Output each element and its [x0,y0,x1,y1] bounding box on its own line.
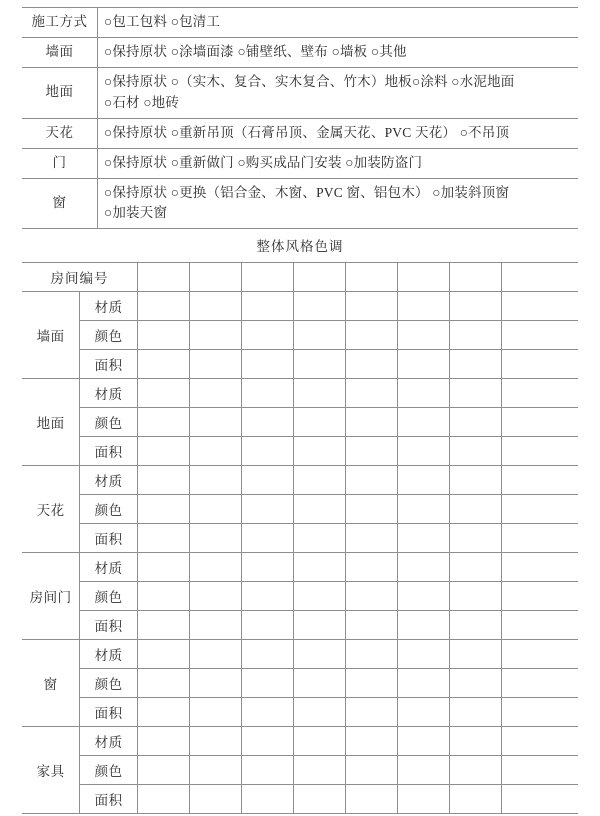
matrix-attribute-label: 材质 [80,640,138,669]
matrix-value-cell[interactable] [294,292,346,321]
matrix-value-cell[interactable] [346,669,398,698]
matrix-value-cell[interactable] [242,321,294,350]
room-number-input-cell[interactable] [398,263,450,292]
matrix-value-cell[interactable] [294,727,346,756]
matrix-attribute-label: 面积 [80,698,138,727]
matrix-value-cell[interactable] [346,321,398,350]
matrix-value-cell[interactable] [398,292,450,321]
matrix-value-cell[interactable] [450,524,502,553]
matrix-value-cell[interactable] [294,524,346,553]
matrix-value-cell[interactable] [346,582,398,611]
matrix-value-cell[interactable] [242,785,294,814]
matrix-row [22,408,578,437]
matrix-value-cell[interactable] [398,727,450,756]
option-choice-line[interactable]: ○保持原状 ○（实木、复合、实木复合、竹木）地板○涂料 ○水泥地面 [104,73,515,89]
matrix-value-cell[interactable] [502,437,579,466]
matrix-value-cell[interactable] [294,350,346,379]
matrix-value-cell[interactable] [294,437,346,466]
matrix-value-cell[interactable] [346,379,398,408]
matrix-value-cell[interactable] [346,785,398,814]
matrix-attribute-label: 颜色 [80,756,138,785]
matrix-value-cell[interactable] [138,698,190,727]
matrix-value-cell[interactable] [138,640,190,669]
matrix-row [22,727,578,756]
room-number-input-cell[interactable] [294,263,346,292]
matrix-value-cell[interactable] [398,495,450,524]
matrix-value-cell[interactable] [138,553,190,582]
matrix-value-cell[interactable] [294,698,346,727]
option-choices-cell[interactable] [98,37,579,67]
matrix-value-cell[interactable] [450,582,502,611]
matrix-value-cell[interactable] [138,292,190,321]
matrix-value-cell[interactable] [294,669,346,698]
matrix-attribute-label: 面积 [80,350,138,379]
matrix-value-cell[interactable] [346,611,398,640]
matrix-value-cell[interactable] [346,640,398,669]
matrix-value-cell[interactable] [450,292,502,321]
option-category-label: 施工方式 [22,8,98,38]
matrix-value-cell[interactable] [190,495,242,524]
matrix-value-cell[interactable] [138,785,190,814]
matrix-value-cell[interactable] [398,408,450,437]
matrix-value-cell[interactable] [138,727,190,756]
option-choices-cell[interactable] [98,67,579,118]
matrix-row [22,582,578,611]
option-category-label: 窗 [22,178,98,229]
matrix-value-cell[interactable] [138,321,190,350]
matrix-value-cell[interactable] [294,582,346,611]
matrix-header-row [22,263,578,292]
matrix-value-cell[interactable] [398,437,450,466]
matrix-value-cell[interactable] [190,553,242,582]
room-number-input-cell[interactable] [502,263,579,292]
matrix-value-cell[interactable] [398,785,450,814]
options-table-body [22,8,578,229]
matrix-value-cell[interactable] [138,379,190,408]
matrix-value-cell[interactable] [242,292,294,321]
matrix-row [22,524,578,553]
option-choice-line[interactable]: ○保持原状 ○重新吊顶（石膏吊顶、金属天花、PVC 天花） ○不吊顶 [104,124,510,140]
matrix-value-cell[interactable] [346,292,398,321]
matrix-value-cell[interactable] [294,408,346,437]
matrix-value-cell[interactable] [346,524,398,553]
matrix-value-cell[interactable] [190,466,242,495]
matrix-attribute-label: 颜色 [80,321,138,350]
matrix-value-cell[interactable] [450,640,502,669]
matrix-row [22,785,578,814]
matrix-value-cell[interactable] [450,379,502,408]
matrix-value-cell[interactable] [190,379,242,408]
matrix-table-body [22,263,578,814]
room-number-input-cell[interactable] [242,263,294,292]
matrix-row [22,321,578,350]
matrix-value-cell[interactable] [450,553,502,582]
matrix-row [22,640,578,669]
matrix-value-cell[interactable] [450,321,502,350]
matrix-value-cell[interactable] [502,756,579,785]
matrix-value-cell[interactable] [398,611,450,640]
matrix-value-cell[interactable] [398,350,450,379]
room-number-header: 房间编号 [22,263,138,292]
matrix-value-cell[interactable] [398,321,450,350]
option-choice-line[interactable]: ○保持原状 ○更换（铝合金、木窗、PVC 窗、铝包木） ○加装斜顶窗 [104,184,510,200]
matrix-value-cell[interactable] [450,350,502,379]
matrix-attribute-label: 面积 [80,524,138,553]
matrix-value-cell[interactable] [242,698,294,727]
matrix-value-cell[interactable] [346,727,398,756]
matrix-row [22,379,578,408]
matrix-group-label: 房间门 [22,553,80,640]
matrix-value-cell[interactable] [190,785,242,814]
matrix-value-cell[interactable] [138,350,190,379]
matrix-value-cell[interactable] [450,756,502,785]
matrix-value-cell[interactable] [502,350,579,379]
matrix-value-cell[interactable] [450,408,502,437]
matrix-value-cell[interactable] [190,640,242,669]
option-choices-cell[interactable] [98,148,579,178]
matrix-value-cell[interactable] [398,466,450,495]
matrix-value-cell[interactable] [242,495,294,524]
matrix-attribute-label: 面积 [80,437,138,466]
options-row [22,37,578,67]
matrix-value-cell[interactable] [398,582,450,611]
matrix-group-label: 天花 [22,466,80,553]
matrix-value-cell[interactable] [450,698,502,727]
matrix-value-cell[interactable] [398,756,450,785]
matrix-value-cell[interactable] [138,437,190,466]
matrix-value-cell[interactable] [138,408,190,437]
matrix-value-cell[interactable] [294,756,346,785]
matrix-value-cell[interactable] [190,408,242,437]
construction-options-table [22,7,578,229]
option-choice-line[interactable]: ○石材 ○地砖 [104,94,180,110]
matrix-value-cell[interactable] [242,408,294,437]
matrix-value-cell[interactable] [190,582,242,611]
matrix-value-cell[interactable] [138,495,190,524]
matrix-value-cell[interactable] [138,524,190,553]
matrix-value-cell[interactable] [502,611,579,640]
matrix-value-cell[interactable] [294,785,346,814]
matrix-value-cell[interactable] [242,379,294,408]
matrix-value-cell[interactable] [294,640,346,669]
option-choice-line[interactable]: ○包工包料 ○包清工 [104,14,221,29]
option-choices-cell[interactable] [98,118,579,148]
matrix-value-cell[interactable] [242,640,294,669]
matrix-value-cell[interactable] [346,350,398,379]
matrix-value-cell[interactable] [502,698,579,727]
matrix-value-cell[interactable] [450,611,502,640]
options-row [22,148,578,178]
matrix-value-cell[interactable] [502,524,579,553]
matrix-value-cell[interactable] [398,553,450,582]
matrix-value-cell[interactable] [138,611,190,640]
matrix-value-cell[interactable] [190,292,242,321]
matrix-value-cell[interactable] [138,582,190,611]
matrix-row [22,495,578,524]
matrix-value-cell[interactable] [190,350,242,379]
matrix-value-cell[interactable] [346,698,398,727]
matrix-attribute-label: 材质 [80,466,138,495]
option-category-label: 天花 [22,118,98,148]
matrix-row [22,553,578,582]
matrix-value-cell[interactable] [398,524,450,553]
matrix-value-cell[interactable] [190,669,242,698]
matrix-value-cell[interactable] [346,756,398,785]
matrix-value-cell[interactable] [242,350,294,379]
matrix-attribute-label: 材质 [80,292,138,321]
matrix-value-cell[interactable] [294,379,346,408]
option-choice-line[interactable]: ○保持原状 ○重新做门 ○购买成品门安装 ○加装防盗门 [104,154,423,170]
matrix-value-cell[interactable] [346,466,398,495]
matrix-value-cell[interactable] [502,640,579,669]
option-choice-line[interactable]: ○加装天窗 [104,205,168,221]
matrix-value-cell[interactable] [242,524,294,553]
matrix-value-cell[interactable] [242,669,294,698]
matrix-group-label: 墙面 [22,292,80,379]
matrix-value-cell[interactable] [138,669,190,698]
matrix-row [22,292,578,321]
matrix-attribute-label: 材质 [80,553,138,582]
matrix-value-cell[interactable] [242,611,294,640]
matrix-value-cell[interactable] [294,466,346,495]
matrix-value-cell[interactable] [242,727,294,756]
matrix-value-cell[interactable] [450,466,502,495]
matrix-value-cell[interactable] [190,698,242,727]
matrix-value-cell[interactable] [450,669,502,698]
matrix-value-cell[interactable] [502,553,579,582]
matrix-value-cell[interactable] [190,727,242,756]
option-choices-cell[interactable] [98,178,579,229]
matrix-row [22,611,578,640]
matrix-value-cell[interactable] [502,582,579,611]
matrix-value-cell[interactable] [346,495,398,524]
matrix-attribute-label: 面积 [80,785,138,814]
matrix-value-cell[interactable] [398,698,450,727]
matrix-attribute-label: 颜色 [80,408,138,437]
matrix-attribute-label: 材质 [80,379,138,408]
matrix-value-cell[interactable] [190,524,242,553]
matrix-value-cell[interactable] [242,437,294,466]
matrix-attribute-label: 颜色 [80,582,138,611]
matrix-row [22,350,578,379]
matrix-value-cell[interactable] [450,437,502,466]
matrix-row [22,698,578,727]
matrix-value-cell[interactable] [502,466,579,495]
matrix-value-cell[interactable] [242,582,294,611]
matrix-group-label: 地面 [22,379,80,466]
matrix-value-cell[interactable] [450,785,502,814]
option-category-label: 门 [22,148,98,178]
matrix-row [22,756,578,785]
room-number-input-cell[interactable] [138,263,190,292]
matrix-value-cell[interactable] [294,611,346,640]
section-title-overall-style: 整体风格色调 [22,229,578,263]
matrix-value-cell[interactable] [138,466,190,495]
option-choice-line[interactable]: ○保持原状 ○涂墙面漆 ○铺壁纸、壁布 ○墙板 ○其他 [104,43,407,59]
matrix-row [22,669,578,698]
matrix-value-cell[interactable] [294,553,346,582]
option-choices-cell[interactable] [98,8,579,38]
matrix-group-label: 家具 [22,727,80,814]
matrix-group-label: 窗 [22,640,80,727]
matrix-row [22,466,578,495]
matrix-value-cell[interactable] [242,466,294,495]
options-row [22,67,578,118]
matrix-value-cell[interactable] [502,727,579,756]
matrix-attribute-label: 材质 [80,727,138,756]
matrix-value-cell[interactable] [502,321,579,350]
matrix-value-cell[interactable] [346,437,398,466]
options-row [22,8,578,38]
matrix-attribute-label: 面积 [80,611,138,640]
matrix-value-cell[interactable] [190,437,242,466]
matrix-value-cell[interactable] [190,321,242,350]
matrix-attribute-label: 颜色 [80,495,138,524]
matrix-value-cell[interactable] [502,379,579,408]
matrix-row [22,437,578,466]
matrix-attribute-label: 颜色 [80,669,138,698]
matrix-value-cell[interactable] [502,669,579,698]
room-number-input-cell[interactable] [450,263,502,292]
room-number-input-cell[interactable] [190,263,242,292]
room-number-input-cell[interactable] [346,263,398,292]
matrix-value-cell[interactable] [138,756,190,785]
options-row [22,118,578,148]
option-category-label: 墙面 [22,37,98,67]
matrix-value-cell[interactable] [502,408,579,437]
matrix-value-cell[interactable] [450,727,502,756]
options-row [22,178,578,229]
matrix-value-cell[interactable] [242,553,294,582]
matrix-value-cell[interactable] [502,495,579,524]
matrix-value-cell[interactable] [398,379,450,408]
matrix-value-cell[interactable] [242,756,294,785]
room-spec-matrix-table [22,263,578,814]
matrix-value-cell[interactable] [190,611,242,640]
matrix-value-cell[interactable] [450,495,502,524]
option-category-label: 地面 [22,67,98,118]
matrix-value-cell[interactable] [190,756,242,785]
matrix-value-cell[interactable] [346,553,398,582]
matrix-value-cell[interactable] [398,640,450,669]
matrix-value-cell[interactable] [398,669,450,698]
matrix-value-cell[interactable] [294,321,346,350]
matrix-value-cell[interactable] [502,785,579,814]
matrix-value-cell[interactable] [346,408,398,437]
matrix-value-cell[interactable] [294,495,346,524]
matrix-value-cell[interactable] [502,292,579,321]
